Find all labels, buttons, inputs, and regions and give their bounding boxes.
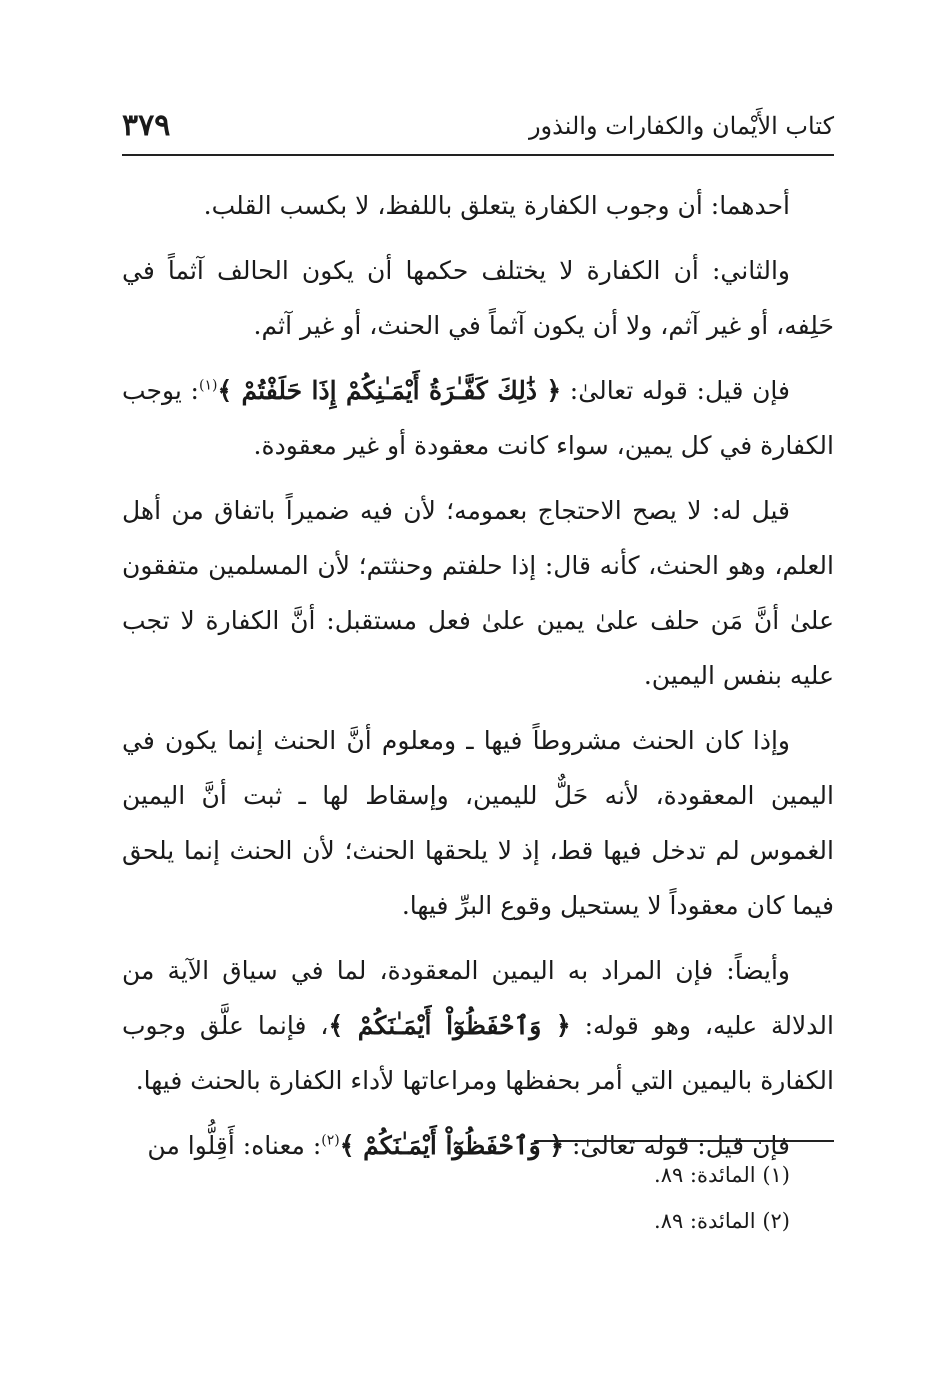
- footnote-1: (١) المائدة: ٨٩.: [654, 1163, 790, 1187]
- paragraph-6: وأيضاً: فإن المراد به اليمين المعقودة، لما في سياق الآية من الدلالة عليه، وهو قوله: ﴿ وَٱحْفَظُوٓاْ أَيْمَـٰنَكُمْ ﴾، فإنما علَّق وجوب الكفارة باليمين التي أمر بحفظها ومراعاتها لأداء الكفارة بالحنث فيها.: [122, 956, 834, 1095]
- paragraph-1: أحدهما: أن وجوب الكفارة يتعلق باللفظ، لا بكسب القلب.: [203, 191, 790, 220]
- running-header: [122, 108, 834, 156]
- paragraph-4: قيل له: لا يصح الاحتجاج بعمومه؛ لأن فيه ضميراً باتفاق من أهل العلم، وهو الحنث، كأنه قال: إذا حلفتم وحنثتم؛ لأن المسلمين متفقون علىٰ أنَّ مَن حلف علىٰ يمين علىٰ فعل مستقبل: أنَّ الكفارة لا تجب عليه بنفس اليمين.: [122, 496, 834, 690]
- quran-verse: ﴿ وَٱحْفَظُوٓاْ أَيْمَـٰنَكُمْ ﴾: [328, 1011, 571, 1040]
- main-text: [122, 178, 834, 1183]
- footnote-divider: [534, 1140, 834, 1142]
- footnote-2: (٢) المائدة: ٨٩.: [654, 1209, 790, 1233]
- chapter-title: كتاب الأَيْمان والكفارات والنذور: [528, 112, 834, 140]
- footnote-ref-1: (١): [198, 377, 218, 394]
- footnote-ref-2: (٢): [321, 1132, 340, 1149]
- page-number: ٣٧٩: [122, 108, 171, 143]
- paragraph-7: فإن قيل: قوله تعالىٰ: ﴿ وَٱحْفَظُوٓاْ أَيْمَـٰنَكُمْ ﴾$^{(٢)}$: معناه: أَقِلُّوا من: [147, 1131, 790, 1160]
- paragraph-2: والثاني: أن الكفارة لا يختلف حكمها أن يكون الحالف آثماً في حَلِفه، أو غير آثم، ولا أن يكون آثماً في الحنث، أو غير آثم.: [122, 256, 834, 340]
- paragraph-3: فإن قيل: قوله تعالىٰ: ﴿ ذَٰلِكَ كَفَّـٰرَةُ أَيْمَـٰنِكُمْ إِذَا حَلَفْتُمْ ﴾$^{(١)}$: يوجب الكفارة في كل يمين، سواء كانت معقودة أو غير معقودة.: [122, 376, 834, 460]
- paragraph-5: وإذا كان الحنث مشروطاً فيها ـ ومعلوم أنَّ الحنث إنما يكون في اليمين المعقودة، لأنه حَلٌّ لليمين، وإسقاط لها ـ ثبت أنَّ اليمين الغموس لم تدخل فيها قط، إذ لا يلحقها الحنث؛ لأن الحنث إنما يلحق فيما كان معقوداً لا يستحيل وقوع البرِّ فيها.: [122, 726, 834, 920]
- quran-verse: ﴿ ذَٰلِكَ كَفَّـٰرَةُ أَيْمَـٰنِكُمْ إِذَا حَلَفْتُمْ ﴾: [217, 376, 562, 405]
- footnotes: [122, 1152, 834, 1244]
- quran-verse: ﴿ وَٱحْفَظُوٓاْ أَيْمَـٰنَكُمْ ﴾: [339, 1131, 565, 1160]
